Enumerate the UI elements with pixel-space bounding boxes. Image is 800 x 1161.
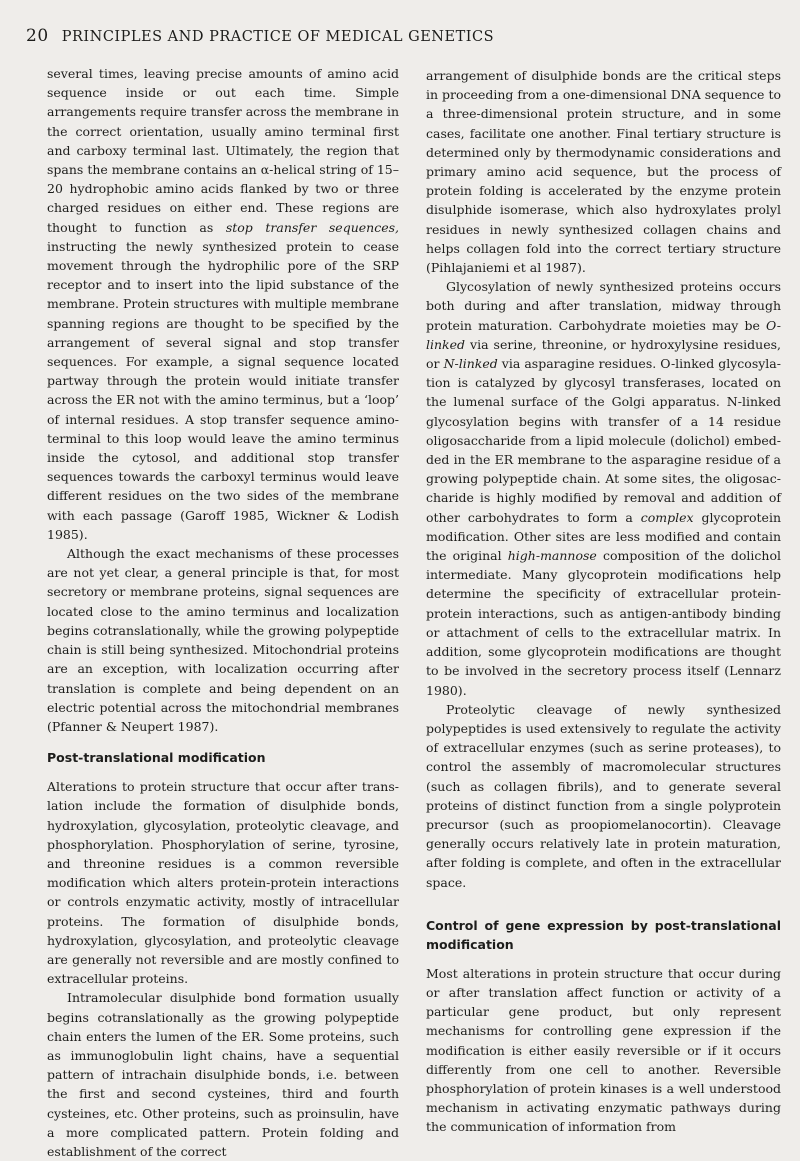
page-number: 20 <box>26 26 49 46</box>
paragraph: Glycosylation of newly synthesized proteins occurs both during and after translation, midway through protein maturation. Carbohydrate moieties may be O-linked via serine, threonine, or hydroxylysine residues, or N-linked via asparagine residues. O-linked glycosylation is catalyzed by glycosyl transferases, located on the lumenal surface of the Golgi apparatus. N-linked glycosylation begins with transfer of a 14 residue oligosaccharide from a lipid molecule (dolichol) embedded in the ER membrane to the asparagine residue of a growing polypeptide chain. At some sites, the oligosaccharide is highly modified by removal and addition of other carbohydrates to form a complex glycoprotein modification. Other sites are less modified and contain the original high-mannose composition of the dolichol intermediate. Many glycoprotein modifications help determine the specificity of extracellular protein-protein interactions, such as antigen-antibody binding or attachment of cells to the extracellular matrix. In addition, some glycoprotein modifications are thought to be involved in the secretory process itself (Lennarz 1980). <box>426 279 781 698</box>
paragraph: Alterations to protein structure that occur after translation include the formation of disulphide bonds, hydroxylation, glycosylation, proteolytic cleavage, and phosphorylation. Phosphorylation of serine, tyrosine, and threonine residues is a common reversible modification which alters protein-protein interactions or controls enzymatic activity, mostly of intracellular proteins. The formation of disulphide bonds, hydroxylation, glycosylation, and proteolytic cleavage are generally not reversible and are mostly confined to extracellular proteins. <box>47 779 399 987</box>
running-head <box>26 26 494 46</box>
paragraph: Proteolytic cleavage of newly synthesized polypeptides is used extensively to regulate the activity of extracellular enzymes (such as serine proteases), to control the assembly of macromolecular structures (such as collagen fibrils), and to generate several proteins of distinct function from a single polyprotein precursor (such as proopiomelanocortin). Cleavage generally occurs relatively late in protein maturation, after folding is complete, and often in the extracellular space. <box>426 701 781 890</box>
paragraph: Intramolecular disulphide bond formation usually begins cotranslationally as the growing polypeptide chain enters the lumen of the ER. Some proteins, such as immunoglobulin light chains, have a sequential pattern of intrachain disulphide bonds, i.e. between the first and second cysteines, third and fourth cysteines, etc. Other proteins, such as proinsulin, have a more complicated pattern. Protein folding and establishment of the correct <box>47 990 399 1159</box>
running-title: PRINCIPLES AND PRACTICE OF MEDICAL GENETICS <box>61 29 495 45</box>
left-column <box>47 64 399 1161</box>
right-column <box>426 66 781 1137</box>
paragraph: Although the exact mechanisms of these processes are not yet clear, a general principle is that, for most secretory or membrane proteins, signal sequences are located close to the amino terminus and localization begins cotranslationally, while the growing polypeptide chain is still being synthesized. Mitochondrial proteins are an exception, with localization occurring after translation is complete and being dependent on an electric potential across the mitochondrial membranes (Pfanner & Neupert 1987). <box>47 546 399 734</box>
paragraph: several times, leaving precise amounts of amino acid sequence inside or out each time. Simple arrangements require transfer across the membrane in the correct orientation, usually amino terminal first and carboxy terminal last. Ultimately, the region that spans the membrane contains an α-helical string of 15–20 hydrophobic amino acids flanked by two or three charged residues on either end. These regions are thought to function as stop transfer sequences, instructing the newly synthesized protein to cease movement through the hydrophilic pore of the SRP receptor and to insert into the lipid substance of the membrane. Protein structures with multiple membrane spanning regions are thought to be specified by the arrangement of several signal and stop transfer sequences. For example, a signal sequence located partway through the protein would initiate transfer across the ER not with the amino terminus, but a ‘loop’ of internal residues. A stop transfer sequence amino-terminal to this loop would leave the amino terminus inside the cytosol, and additional stop transfer sequences towards the carboxyl terminus would leave different residues on the two sides of the membrane with each passage (Garoff 1985, Wickner & Lodish 1985). <box>47 66 399 542</box>
section-heading: Control of gene expression by post-translational modification <box>426 917 781 952</box>
paragraph: arrangement of disulphide bonds are the critical steps in proceeding from a one-dimensional DNA sequence to a three-dimensional protein structure, and in some cases, facilitate one another. Final tertiary structure is determined only by thermodynamic considerations and primary amino acid sequence, but the process of protein folding is accelerated by the enzyme protein disulphide isomerase, which also hydroxylates prolyl residues in newly synthesized collagen chains and helps collagen fold into the correct tertiary structure (Pihlajaniemi et al 1987). <box>426 68 781 276</box>
section-heading: Post-translational modification <box>47 750 266 766</box>
paragraph: Most alterations in protein structure that occur during or after translation affect function or activity of a particular gene product, but only represent mechanisms for controlling gene expression if the modification is either easily reversible or if it occurs differently from one cell to another. Reversible phosphorylation of protein kinases is a well understood mechanism in activating enzymatic pathways during the communication of information from <box>426 965 781 1135</box>
